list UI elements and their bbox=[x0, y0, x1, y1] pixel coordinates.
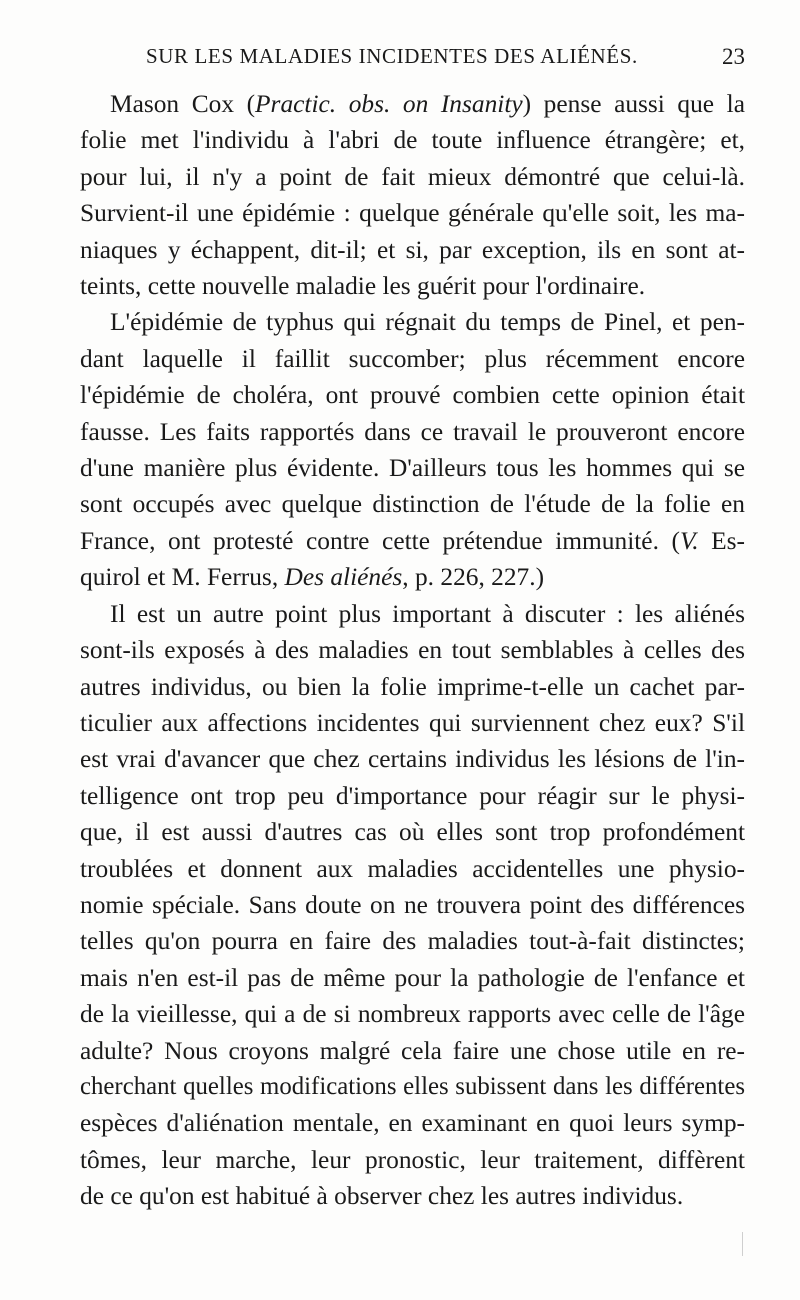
text-line: telles qu'on pourra en faire des maladies tout-à-fait distinctes; bbox=[80, 927, 745, 956]
text-line bbox=[80, 523, 745, 559]
text-line: L'épidémie de typhus qui régnait du temps de Pinel, et pen- bbox=[110, 308, 745, 337]
text-line bbox=[80, 559, 745, 595]
text-run: quirol et M. Ferrus, bbox=[80, 563, 285, 592]
margin-mark bbox=[742, 1232, 743, 1256]
text-line: Survient-il une épidémie : quelque générale qu'elle soit, les ma- bbox=[80, 199, 745, 228]
text-line: niaques y échappent, dit-il; et si, par exception, ils en sont at- bbox=[80, 235, 745, 264]
text-line: espèces d'aliénation mentale, en examinant en quoi leurs symp- bbox=[80, 1109, 745, 1138]
running-head bbox=[80, 44, 745, 76]
text-line: dant laquelle il faillit succomber; plus récemment encore bbox=[80, 344, 745, 373]
text-line: pour lui, il n'y a point de fait mieux démontré que celui-là. bbox=[80, 162, 745, 191]
text-line: telligence ont trop peu d'importance pour réagir sur le physi- bbox=[80, 781, 745, 810]
text-line: de la vieillesse, qui a de si nombreux rapports avec celle de l'âge bbox=[80, 1000, 745, 1029]
text-line: nomie spéciale. Sans doute on ne trouvera point des différences bbox=[80, 890, 745, 919]
text-run: , p. 226, 227.) bbox=[402, 563, 545, 592]
citation-abbrev: V. bbox=[679, 526, 699, 555]
paragraph-2 bbox=[80, 304, 745, 595]
text-line: teints, cette nouvelle maladie les guérit pour l'ordinaire. bbox=[80, 272, 646, 301]
text-line: est vrai d'avancer que chez certains individus les lésions de l'in- bbox=[80, 745, 745, 774]
text-line bbox=[80, 86, 745, 122]
text-run: ) pense aussi que la bbox=[522, 90, 745, 118]
body-text bbox=[80, 86, 745, 1215]
text-line: autres individus, ou bien la folie imprime-t-elle un cachet par- bbox=[80, 672, 745, 701]
text-line: sont-ils exposés à des maladies en tout semblables à celles des bbox=[80, 636, 745, 665]
text-line: sont occupés avec quelque distinction de l'étude de la folie en bbox=[80, 490, 745, 519]
text-line: troublées et donnent aux maladies accidentelles une physio- bbox=[80, 854, 745, 883]
text-run: France, ont protesté contre cette prétendue immunité. ( bbox=[80, 526, 680, 555]
text-line: Il est un autre point plus important à discuter : les aliénés bbox=[110, 599, 745, 628]
text-line: adulte? Nous croyons malgré cela faire une chose utile en re- bbox=[80, 1036, 745, 1065]
text-line: de ce qu'on est habitué à observer chez les autres individus. bbox=[80, 1182, 684, 1211]
page-number: 23 bbox=[722, 44, 745, 69]
paragraph-3 bbox=[80, 596, 745, 1215]
running-title: SUR LES MALADIES INCIDENTES DES ALIÉNÉS. bbox=[146, 44, 638, 68]
text-line: ticulier aux affections incidentes qui surviennent chez eux? S'il bbox=[80, 708, 745, 737]
text-line: l'épidémie de choléra, ont prouvé combien cette opinion était bbox=[80, 381, 745, 410]
text-line: folie met l'individu à l'abri de toute influence étrangère; et, bbox=[80, 126, 745, 155]
text-run: Mason Cox ( bbox=[110, 90, 256, 118]
paragraph-1 bbox=[80, 86, 745, 304]
text-line: cherchant quelles modifications elles subissent dans les différentes bbox=[80, 1072, 745, 1100]
citation-title: Des aliénés bbox=[284, 563, 403, 592]
citation-title: Practic. obs. on Insanity bbox=[255, 90, 523, 118]
text-line: d'une manière plus évidente. D'ailleurs tous les hommes qui se bbox=[80, 454, 745, 483]
text-run: Es- bbox=[698, 526, 745, 555]
text-line: que, il est aussi d'autres cas où elles sont trop profondément bbox=[80, 818, 745, 847]
text-line: fausse. Les faits rapportés dans ce travail le prouveront encore bbox=[80, 417, 745, 446]
text-line: tômes, leur marche, leur pronostic, leur traitement, diffèrent bbox=[80, 1145, 745, 1174]
text-line: mais n'en est-il pas de même pour la pathologie de l'enfance et bbox=[80, 963, 745, 992]
